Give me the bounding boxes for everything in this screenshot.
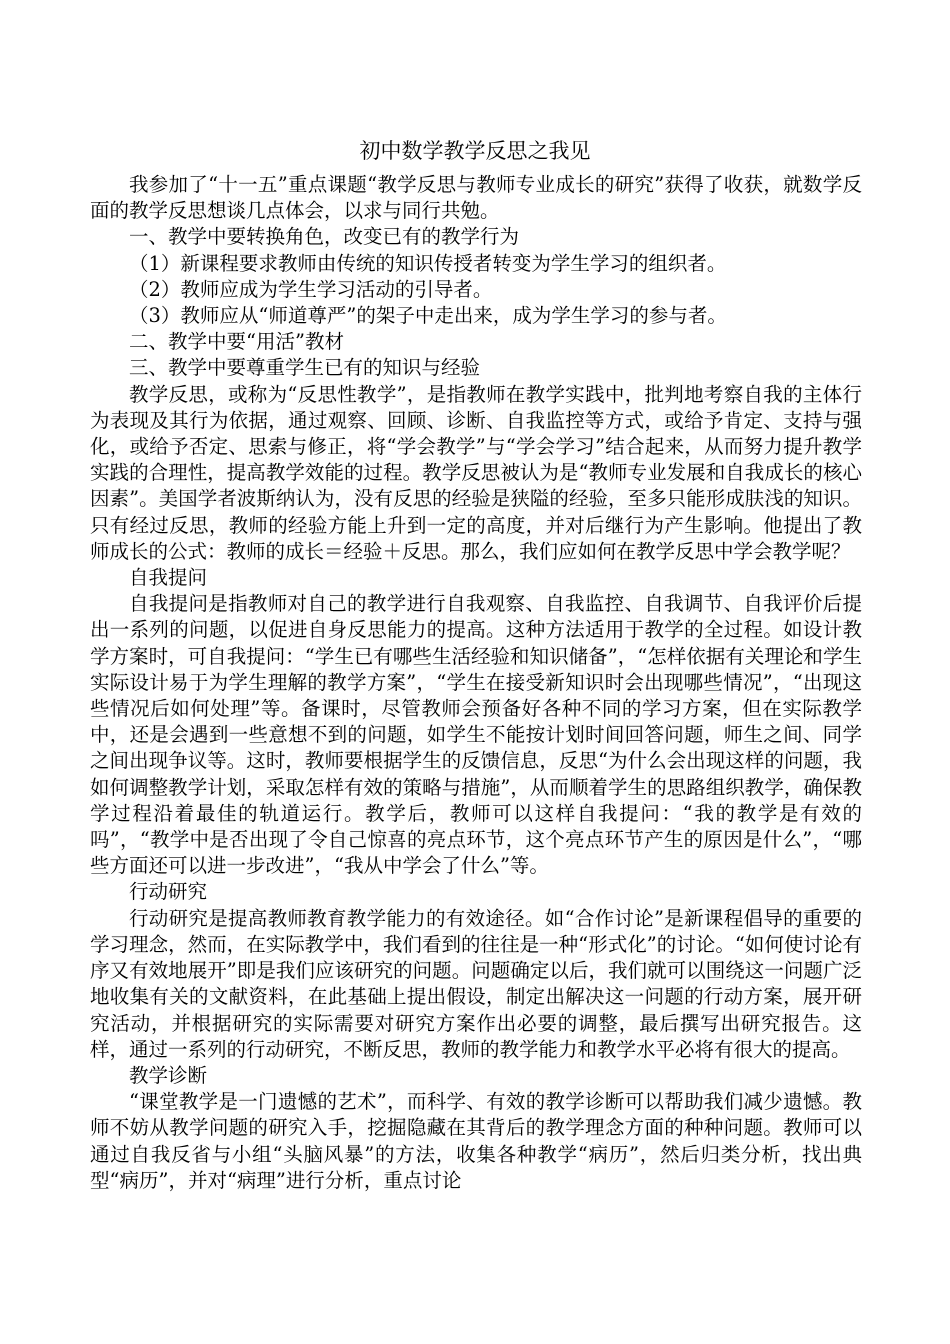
subheading-self-questioning: 自我提问 <box>129 566 208 590</box>
reflection-definition-paragraph: 教学反思，或称为“反思性教学”，是指教师在教学实践中，批判地考察自我的主体行为表现及其行为依据，通过观察、回顾、诊断、自我监控等方式，或给予肯定、支持与强化，或给予否定、思索与修正，将“学会教学”与“学会学习”结合起来，从而努力提升教学实践的合理性，提高教学效能的过程。教学反思被认为是“教师专业发展和自我成长的核心因素”。美国学者波斯纳认为，没有反思的经验是狭隘的经验，至多只能形成肤浅的知识。只有经过反思，教师的经验方能上升到一定的高度，并对后继行为产生影响。他提出了教师成长的公式：教师的成长＝经验＋反思。那么，我们应如何在教学反思中学会教学呢？ <box>90 382 862 563</box>
list-item-2: （2）教师应成为学生学习活动的引导者。 <box>129 277 493 301</box>
section-heading-3: 三、教学中要尊重学生已有的知识与经验 <box>129 356 481 380</box>
document-title: 初中数学教学反思之我见 <box>359 139 591 163</box>
section-heading-2: 二、教学中要“用活”教材 <box>129 330 344 354</box>
teaching-diagnosis-paragraph: “课堂教学是一门遗憾的艺术”，而科学、有效的教学诊断可以帮助我们减少遗憾。教师不妨从教学问题的研究入手，挖掘隐藏在其背后的教学理念方面的种种问题。教师可以通过自我反省与小组“头脑风暴”的方法，收集各种教学“病历”，然后归类分析，找出典型“病历”，并对“病理”进行分析，重点讨论 <box>90 1090 862 1192</box>
list-item-3: （3）教师应从“师道尊严”的架子中走出来，成为学生学习的参与者。 <box>129 304 727 328</box>
self-questioning-paragraph: 自我提问是指教师对自己的教学进行自我观察、自我监控、自我调节、自我评价后提出一系列的问题，以促进自身反思能力的提高。这种方法适用于教学的全过程。如设计教学方案时，可自我提问：“学生已有哪些生活经验和知识储备”，“怎样依据有关理论和学生实际设计易于为学生理解的教学方案”，“学生在接受新知识时会出现哪些情况”，“出现这些情况后如何处理”等。备课时，尽管教师会预备好各种不同的学习方案，但在实际教学中，还是会遇到一些意想不到的问题，如学生不能按计划时间回答问题，师生之间、同学之间出现争议等。这时，教师要根据学生的反馈信息，反思“为什么会出现这样的问题，我如何调整教学计划，采取怎样有效的策略与措施”，从而顺着学生的思路组织教学，确保教学过程沿着最佳的轨道运行。教学后，教师可以这样自我提问：“我的教学是有效的吗”，“教学中是否出现了令自己惊喜的亮点环节，这个亮点环节产生的原因是什么”，“哪些方面还可以进一步改进”，“我从中学会了什么”等。 <box>90 592 862 878</box>
document-body <box>90 172 862 1194</box>
subheading-teaching-diagnosis: 教学诊断 <box>129 1063 208 1087</box>
list-item-1: （1）新课程要求教师由传统的知识传授者转变为学生学习的组织者。 <box>129 251 727 275</box>
section-heading-1: 一、教学中要转换角色，改变已有的教学行为 <box>129 225 520 249</box>
intro-paragraph: 我参加了“十一五”重点课题“教学反思与教师专业成长的研究”获得了收获，就数学反面的教学反思想谈几点体会，以求与同行共勉。 <box>90 173 862 223</box>
subheading-action-research: 行动研究 <box>129 880 208 904</box>
action-research-paragraph: 行动研究是提高教师教育教学能力的有效途径。如“合作讨论”是新课程倡导的重要的学习理念，然而，在实际教学中，我们看到的往往是一种“形式化”的讨论。“如何使讨论有序又有效地展开”即是我们应该研究的问题。问题确定以后，我们就可以围绕这一问题广泛地收集有关的文献资料，在此基础上提出假设，制定出解决这一问题的行动方案，展开研究活动，并根据研究的实际需要对研究方案作出必要的调整，最后撰写出研究报告。这样，通过一系列的行动研究，不断反思，教师的教学能力和教学水平必将有很大的提高。 <box>90 906 862 1061</box>
